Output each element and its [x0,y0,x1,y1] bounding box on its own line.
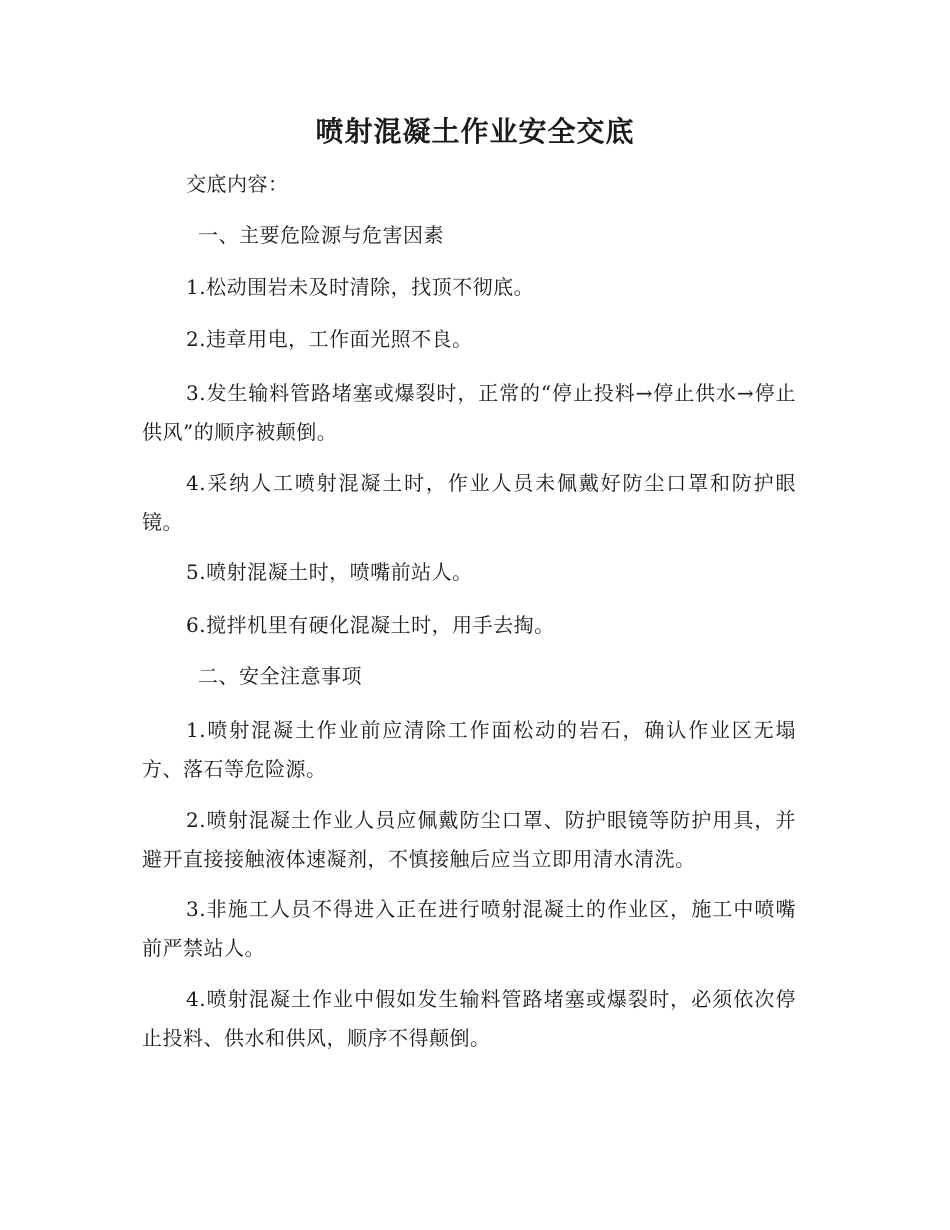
hazard-item-2: 2.违章用电，工作面光照不良。 [186,327,473,351]
intro-text: 交底内容： [186,172,289,196]
hazard-item-3: 3.发生输料管路堵塞或爆裂时，正常的“停止投料→停止供水→停止供风”的顺序被颠倒。 [142,381,796,444]
precaution-item-3: 3.非施工人员不得进入正在进行喷射混凝土的作业区，施工中喷嘴前严禁站人。 [142,897,796,960]
section-heading-hazards: 一、主要危险源与危害因素 [198,223,444,247]
hazard-item-5: 5.喷射混凝土时，喷嘴前站人。 [186,560,473,584]
hazard-item-6: 6.搅拌机里有硬化混凝土时，用手去掏。 [186,613,555,637]
hazard-item-4: 4.采纳人工喷射混凝土时，作业人员未佩戴好防尘口罩和防护眼镜。 [142,471,796,534]
hazard-item-1: 1.松动围岩未及时清除，找顶不彻底。 [186,275,535,299]
precaution-item-1: 1.喷射混凝土作业前应清除工作面松动的岩石，确认作业区无塌方、落石等危险源。 [142,718,796,781]
precaution-item-2: 2.喷射混凝土作业人员应佩戴防尘口罩、防护眼镜等防护用具，并避开直接接触液体速凝剂，不慎接触后应当立即用清水清洗。 [142,808,796,871]
precaution-item-4: 4.喷射混凝土作业中假如发生输料管路堵塞或爆裂时，必须依次停止投料、供水和供风，顺序不得颠倒。 [142,987,796,1050]
document-title: 喷射混凝土作业安全交底 [315,115,635,148]
section-heading-precautions: 二、安全注意事项 [198,664,362,688]
